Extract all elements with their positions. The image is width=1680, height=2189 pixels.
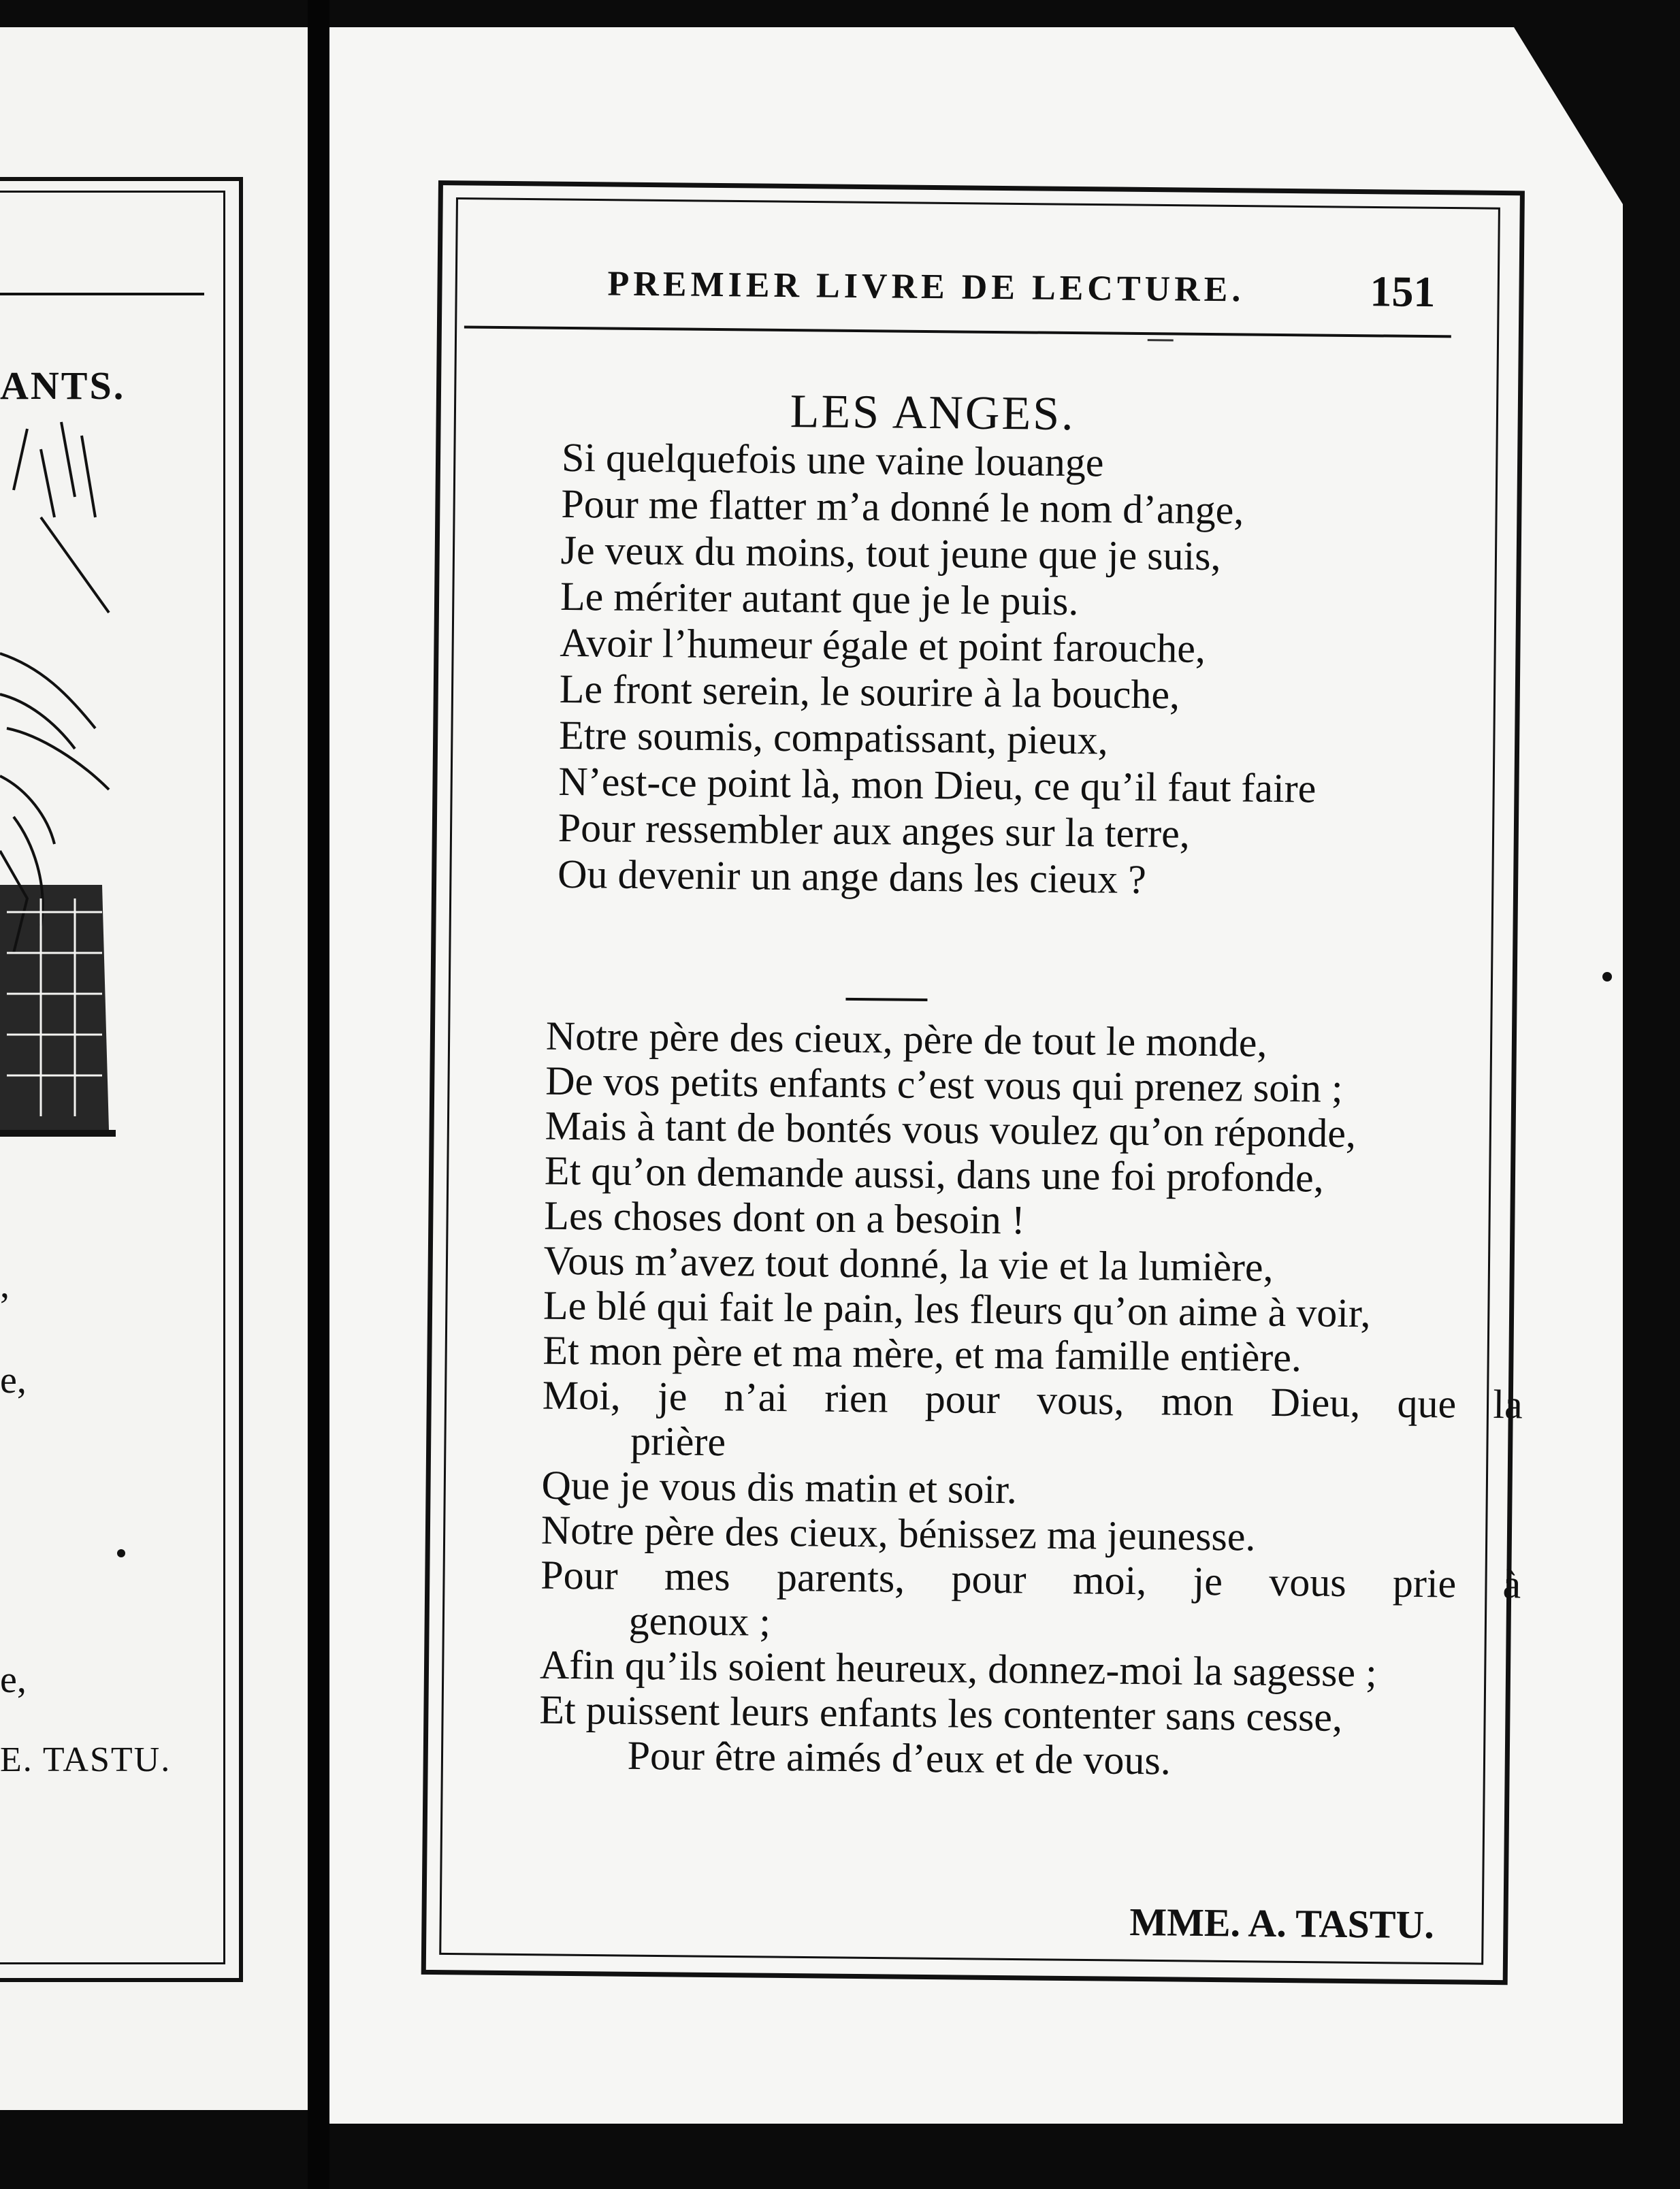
- running-head: PREMIER LIVRE DE LECTURE.: [607, 264, 1245, 310]
- torn-corner: [1514, 27, 1623, 204]
- poem-line: Le blé qui fait le pain, les fleurs qu’on aime à voir,: [543, 1282, 1371, 1336]
- book-gutter: [308, 0, 329, 2189]
- poem-author: MME. A. TASTU.: [1129, 1899, 1435, 1947]
- poem-line: prière: [630, 1418, 726, 1465]
- poem-line: Notre père des cieux, bénissez ma jeunesse.: [540, 1507, 1256, 1559]
- facing-page-attribution: E. TASTU.: [0, 1740, 172, 1779]
- poem-line: Ou devenir un ange dans les cieux ?: [557, 851, 1147, 903]
- poem-line: Avoir l’humeur égale et point farouche,: [560, 619, 1206, 671]
- facing-page-fragment: e,: [0, 1359, 27, 1401]
- poem-line: Etre soumis, compatissant, pieux,: [558, 712, 1108, 763]
- poem-line: Pour mes parents, pour moi, je vous prie à: [540, 1552, 1521, 1607]
- poem-line: Pour me flatter m’a donné le nom d’ange,: [561, 481, 1244, 533]
- facing-page-heading: ANTS.: [0, 363, 126, 408]
- facing-page: [0, 27, 308, 2110]
- book-page: [329, 27, 1623, 2124]
- stanza-separator: [845, 998, 927, 1001]
- poem-line: De vos petits enfants c’est vous qui prenez soin ;: [545, 1058, 1343, 1111]
- poem-line: Pour être aimés d’eux et de vous.: [627, 1732, 1172, 1783]
- poem-line: Mais à tant de bontés vous voulez qu’on réponde,: [545, 1103, 1357, 1156]
- poem-line: Le front serein, le sourire à la bouche,: [559, 666, 1180, 717]
- poem-line: Que je vous dis matin et soir.: [541, 1462, 1018, 1512]
- poem-line: Les choses dont on a besoin !: [544, 1193, 1026, 1243]
- poem-line: Vous m’avez tout donné, la vie et la lumière,: [543, 1237, 1274, 1290]
- facing-page-dot: [117, 1549, 125, 1557]
- poem-line: Notre père des cieux, père de tout le monde,: [545, 1013, 1267, 1065]
- poem-line: Pour ressembler aux anges sur la terre,: [558, 805, 1191, 856]
- poem-line: Afin qu’ils soient heureux, donnez-moi la sagesse ;: [539, 1642, 1378, 1696]
- poem-line: genoux ;: [628, 1598, 771, 1644]
- margin-dot: [1602, 972, 1612, 982]
- top-mark: [1148, 339, 1174, 341]
- poem-line: Moi, je n’ai rien pour vous, mon Dieu, que la: [542, 1372, 1523, 1427]
- poem-line: N’est-ce point là, mon Dieu, ce qu’il faut faire: [558, 758, 1316, 811]
- poem-line: Le mériter autant que je le puis.: [560, 573, 1079, 624]
- poem-line: Je veux du moins, tout jeune que je suis,: [560, 527, 1221, 579]
- poem-line: Si quelquefois une vaine louange: [561, 434, 1104, 485]
- facing-page-rule: [0, 293, 204, 295]
- poem-line: Et mon père et ma mère, et ma famille entière.: [543, 1327, 1302, 1380]
- palm-tree-engraving-icon: [0, 408, 157, 1144]
- poem-line: Et qu’on demande aussi, dans une foi profonde,: [544, 1148, 1324, 1201]
- poem-title: LES ANGES.: [790, 385, 1076, 441]
- facing-page-comma: ,: [0, 1264, 10, 1306]
- poem-line: Et puissent leurs enfants les contenter sans cesse,: [539, 1687, 1343, 1740]
- page-content: [415, 177, 1521, 1991]
- facing-page-fragment-2: e,: [0, 1659, 27, 1701]
- page-number: 151: [1370, 267, 1436, 317]
- header-rule: [464, 325, 1451, 338]
